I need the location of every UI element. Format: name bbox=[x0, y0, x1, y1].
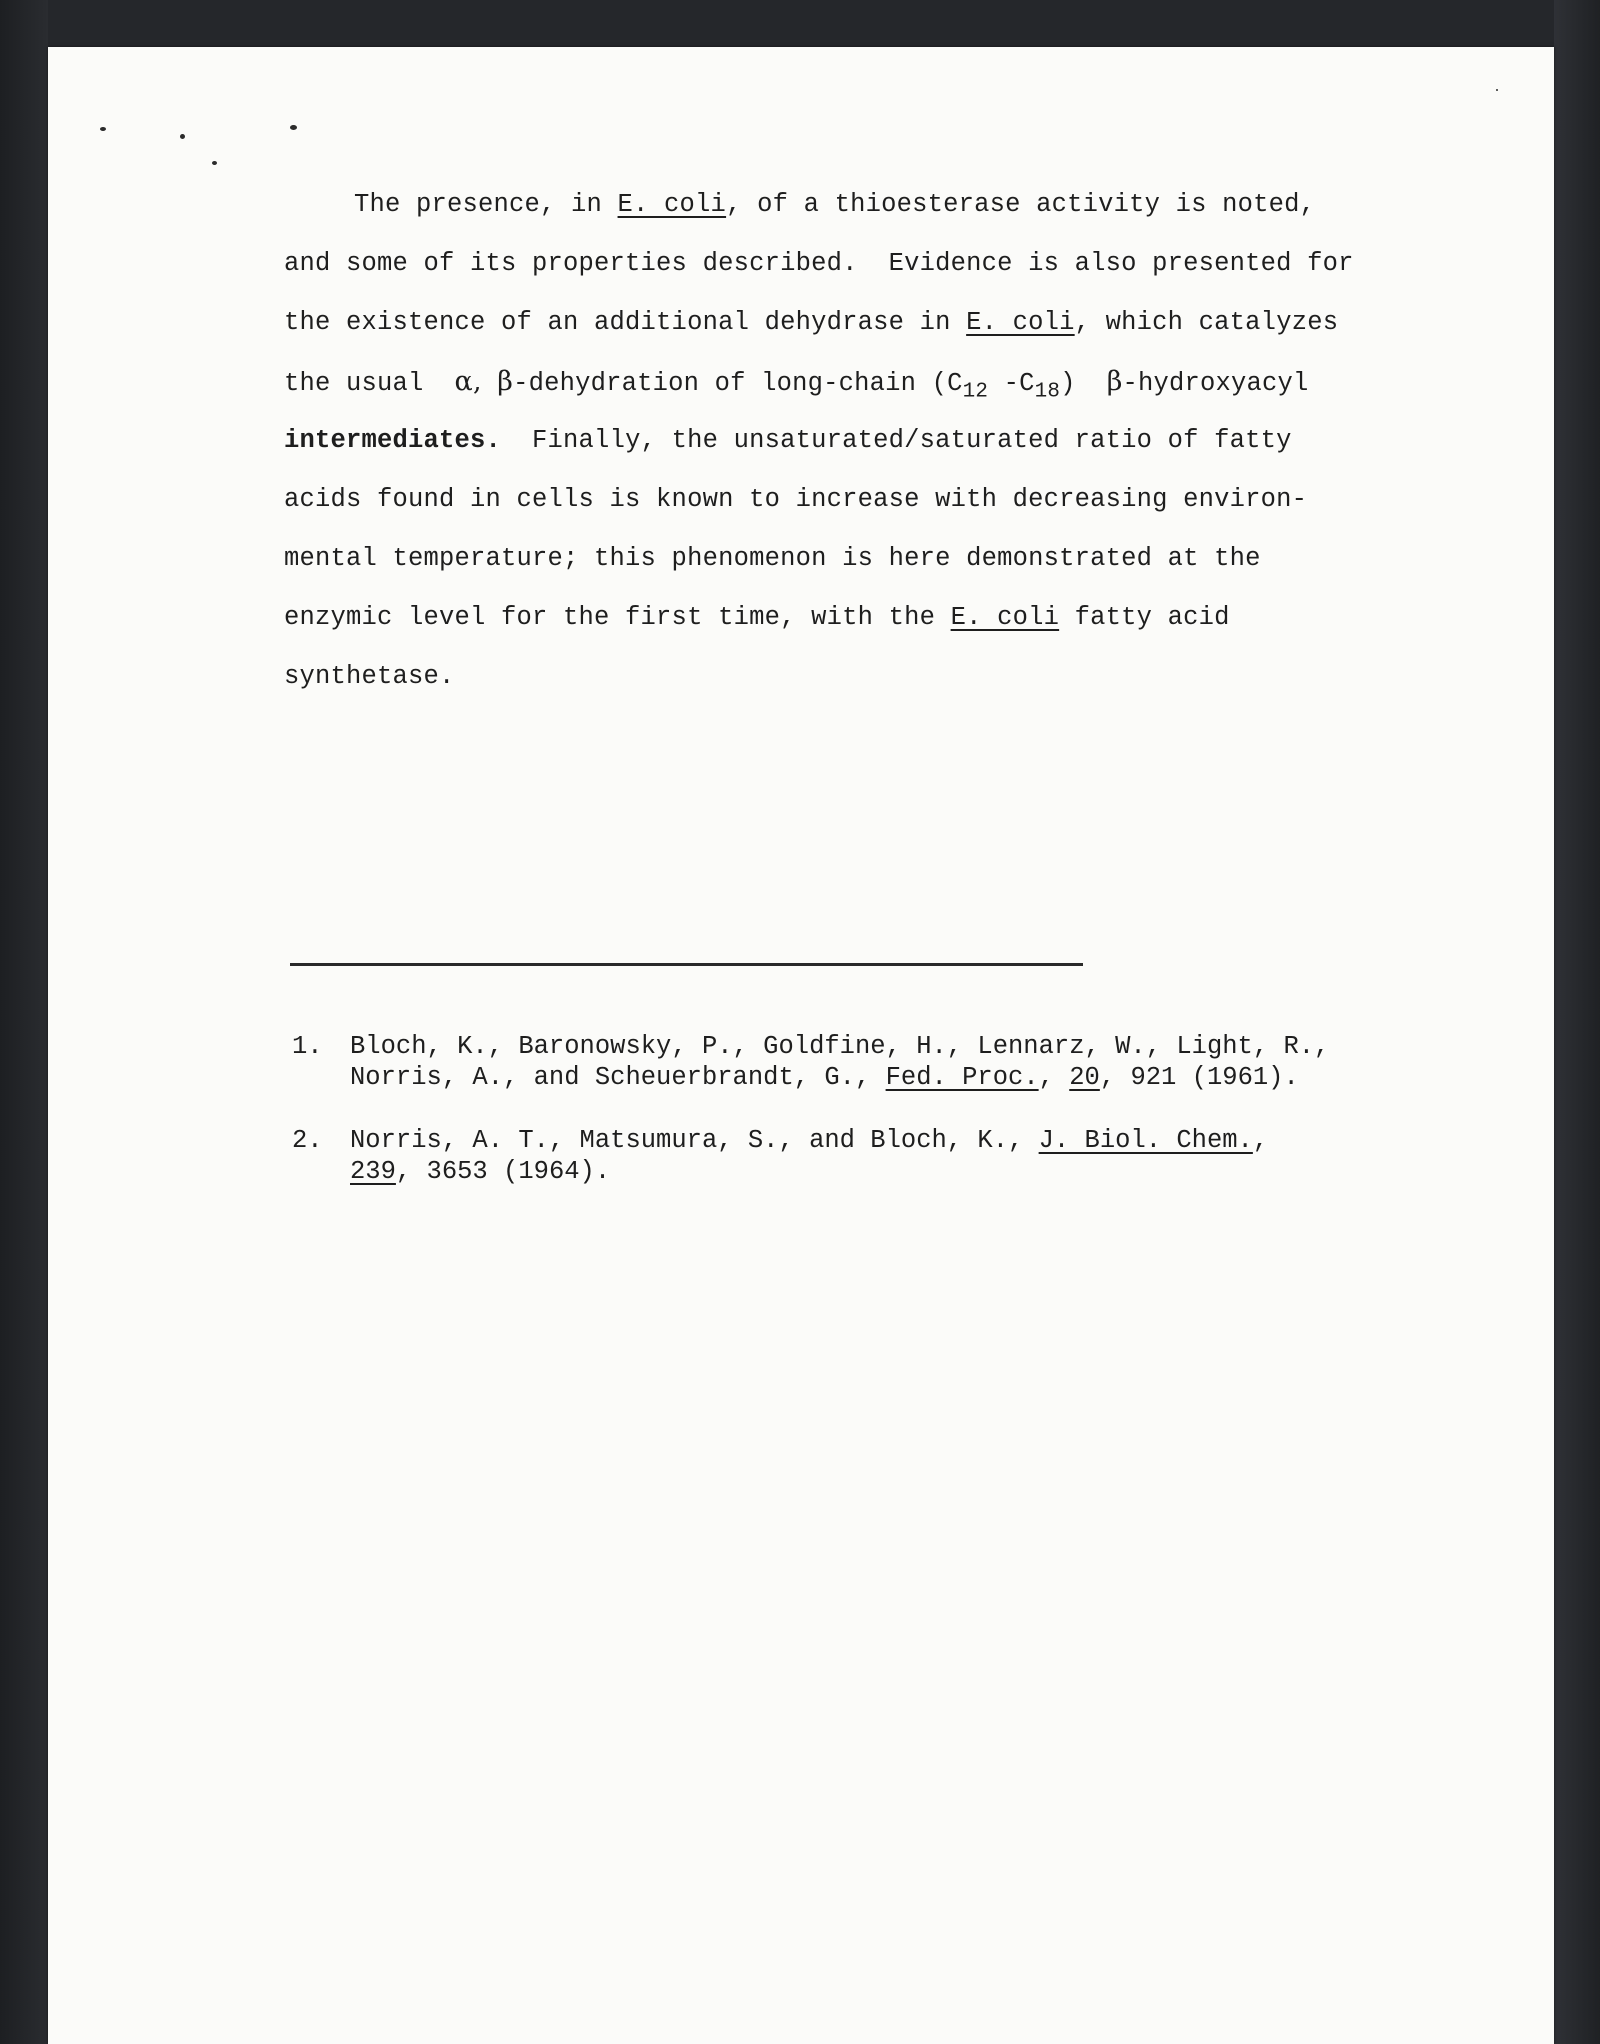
reference-line: 239, 3653 (1964). bbox=[350, 1157, 611, 1186]
reference-line: Norris, A. T., Matsumura, S., and Bloch, K., J. Biol. Chem., bbox=[350, 1126, 1269, 1155]
reference-item-2 bbox=[292, 1125, 1492, 1187]
paragraph-line-5: intermediates. Finally, the unsaturated/saturated ratio of fatty bbox=[284, 426, 1292, 455]
scan-background-left bbox=[0, 0, 48, 2044]
organism-name-e-coli: E. coli bbox=[950, 603, 1060, 632]
document-page bbox=[48, 47, 1554, 2044]
reference-number: 1. bbox=[292, 1032, 323, 1061]
beta-symbol: β bbox=[1106, 366, 1123, 397]
paragraph-line-6: acids found in cells is known to increase with decreasing environ- bbox=[284, 485, 1308, 514]
organism-name-e-coli: E. coli bbox=[617, 190, 727, 219]
beta-symbol: β bbox=[497, 366, 514, 397]
reference-line: Norris, A., and Scheuerbrandt, G., Fed. Proc., 20, 921 (1961). bbox=[350, 1063, 1299, 1092]
alpha-symbol: α, bbox=[454, 366, 482, 397]
paragraph-line-1: The presence, in E. coli, of a thioesterase activity is noted, bbox=[354, 190, 1316, 219]
scan-background-right bbox=[1554, 0, 1600, 2044]
subscript-12: 12 bbox=[962, 380, 989, 404]
abstract-paragraph bbox=[284, 175, 1354, 706]
reference-item-1 bbox=[292, 1031, 1492, 1093]
volume-number: 239 bbox=[350, 1157, 396, 1186]
subscript-18: 18 bbox=[1034, 380, 1061, 404]
paragraph-line-3: the existence of an additional dehydrase in E. coli, which catalyzes bbox=[284, 308, 1339, 337]
journal-title: Fed. Proc. bbox=[885, 1063, 1039, 1092]
reference-line: Bloch, K., Baronowsky, P., Goldfine, H., Lennarz, W., Light, R., bbox=[350, 1032, 1330, 1061]
organism-name-e-coli: E. coli bbox=[966, 308, 1075, 337]
paragraph-line-4: the usual α, β-dehydration of long-chain ($C_{12}$ $-C_{18}$) β-hydroxyacyl bbox=[284, 366, 1309, 404]
reference-list bbox=[292, 1031, 1492, 1219]
volume-number: 20 bbox=[1069, 1063, 1100, 1092]
paragraph-line-7: mental temperature; this phenomenon is here demonstrated at the bbox=[284, 544, 1261, 573]
paragraph-line-2: and some of its properties described. Evidence is also presented for bbox=[284, 249, 1354, 278]
paragraph-line-9: synthetase. bbox=[284, 662, 455, 691]
reference-number: 2. bbox=[292, 1126, 323, 1155]
paragraph-line-8: enzymic level for the first time, with the E. coli fatty acid bbox=[284, 603, 1230, 632]
footnote-divider bbox=[290, 963, 1083, 966]
journal-title: J. Biol. Chem. bbox=[1038, 1126, 1253, 1155]
